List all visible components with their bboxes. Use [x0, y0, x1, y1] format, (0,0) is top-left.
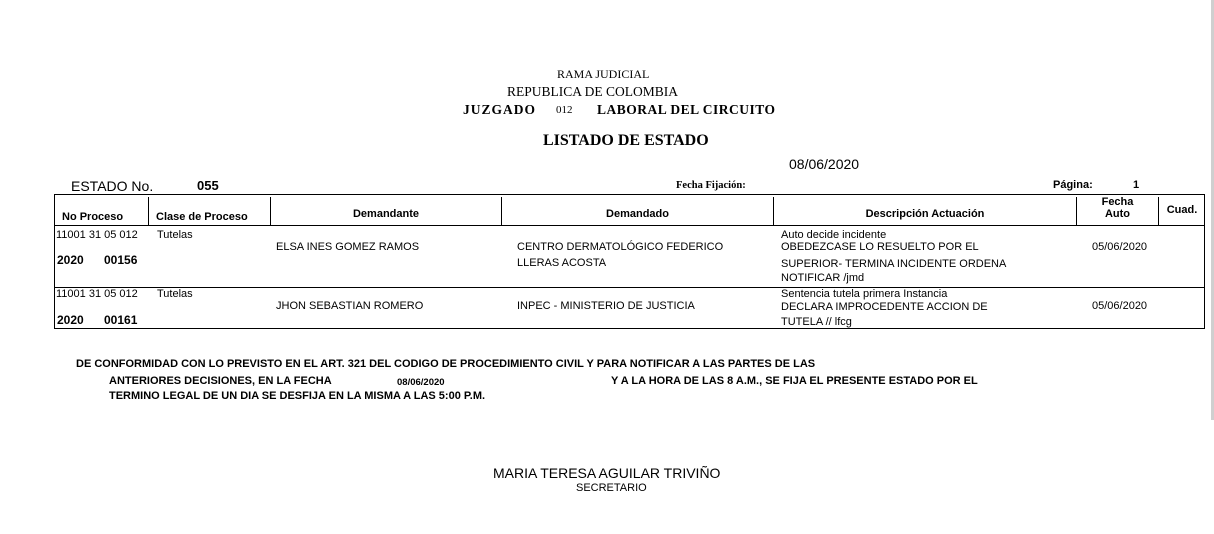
footer-line-1: DE CONFORMIDAD CON LO PREVISTO EN EL ART. 321 DEL CODIGO DE PROCEDIMIENTO CIVIL Y PARA NOTIFICAR A LAS PARTES DE LAS: [76, 358, 816, 370]
header-date: 08/06/2020: [789, 156, 860, 172]
row-desc-2: OBEDEZCASE LO RESUELTO POR EL: [781, 241, 979, 253]
row-demandado-1: CENTRO DERMATOLÓGICO FEDERICO: [517, 241, 724, 253]
row-desc-3: SUPERIOR- TERMINA INCIDENTE ORDENA: [781, 258, 1007, 270]
footer-line-2a: ANTERIORES DECISIONES, EN LA FECHA: [109, 375, 332, 387]
th-cuad: Cuad.: [1166, 204, 1198, 216]
th-auto: Auto: [1104, 208, 1131, 220]
pagina-number: 1: [1133, 179, 1140, 191]
row-demandado-2: LLERAS ACOSTA: [517, 257, 607, 269]
th-clase-proceso: Clase de Proceso: [156, 211, 248, 223]
fecha-fijacion-label: Fecha Fijación:: [676, 180, 746, 191]
footer-line-2-date: 08/06/2020: [397, 377, 445, 388]
th-demandante: Demandante: [352, 208, 420, 220]
row-radicado: 11001 31 05 012: [56, 229, 138, 241]
page-title: LISTADO DE ESTADO: [543, 132, 709, 149]
signer-role: SECRETARIO: [576, 482, 647, 494]
pagina-label: Página:: [1053, 179, 1093, 191]
th-no-proceso: No Proceso: [62, 211, 124, 223]
header-juzgado-desc: LABORAL DEL CIRCUITO: [597, 102, 776, 117]
signer-name: MARIA TERESA AGUILAR TRIVIÑO: [493, 465, 721, 481]
header-republica: REPUBLICA DE COLOMBIA: [507, 84, 679, 99]
row-number: 00161: [104, 313, 138, 327]
row-demandado-1: INPEC - MINISTERIO DE JUSTICIA: [517, 300, 695, 312]
footer-line-2b: Y A LA HORA DE LAS 8 A.M., SE FIJA EL PRESENTE ESTADO POR EL: [611, 375, 978, 387]
estado-number: 055: [197, 178, 219, 193]
row-radicado: 11001 31 05 012: [56, 288, 138, 300]
th-descripcion: Descripción Actuación: [865, 208, 985, 220]
row-fecha: 05/06/2020: [1092, 300, 1148, 312]
header-juzgado-label: JUZGADO: [463, 102, 537, 117]
th-demandado: Demandado: [606, 208, 669, 220]
row-year: 2020: [57, 253, 84, 267]
row-demandante: ELSA INES GOMEZ RAMOS: [276, 241, 420, 253]
header-juzgado-num: 012: [556, 104, 573, 116]
row-clase: Tutelas: [157, 229, 193, 241]
row-desc-1: Auto decide incidente: [781, 229, 887, 241]
estado-label: ESTADO No.: [71, 178, 154, 194]
row-desc-3: TUTELA // lfcg: [781, 316, 852, 328]
row-demandante: JHON SEBASTIAN ROMERO: [276, 300, 424, 312]
th-fecha: Fecha: [1101, 196, 1134, 208]
row-number: 00156: [104, 253, 138, 267]
header-rama: RAMA JUDICIAL: [557, 67, 650, 81]
row-desc-1: Sentencia tutela primera Instancia: [781, 288, 948, 300]
footer-line-3: TERMINO LEGAL DE UN DIA SE DESFIJA EN LA MISMA A LAS 5:00 P.M.: [109, 390, 486, 402]
row-desc-4: NOTIFICAR /jmd: [781, 272, 865, 284]
row-clase: Tutelas: [157, 288, 193, 300]
row-fecha: 05/06/2020: [1092, 241, 1148, 253]
row-desc-2: DECLARA IMPROCEDENTE ACCION DE: [781, 301, 988, 313]
row-year: 2020: [57, 313, 84, 327]
